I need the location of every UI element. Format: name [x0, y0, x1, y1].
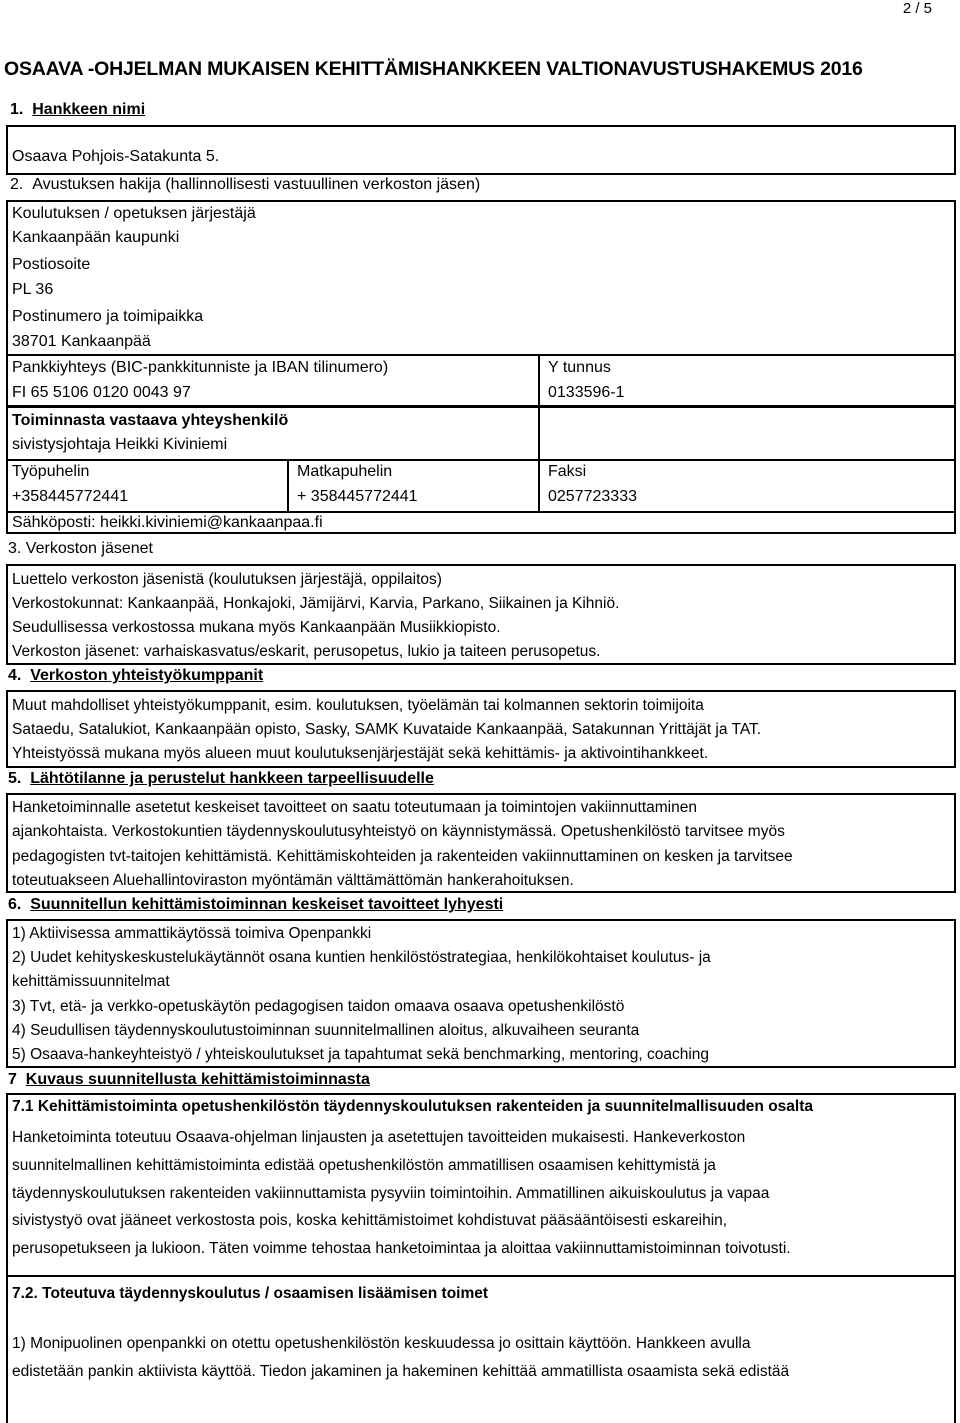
section-5-number: 5.: [8, 770, 22, 787]
section-6-number: 6.: [8, 896, 22, 913]
section-4-title: Verkoston yhteistyökumppanit: [30, 667, 264, 684]
text-line: suunnitelmallinen kehittämistoiminta edistää opetushenkilöstön ammatillisen osaamisen kehittymistä ja: [12, 1156, 716, 1174]
section-5-title: Lähtötilanne ja perustelut hankkeen tarpeellisuudelle: [30, 770, 434, 787]
organizer-value: Kankaanpään kaupunki: [12, 229, 180, 246]
email-line: Sähköposti: heikki.kiviniemi@kankaanpaa.fi: [12, 514, 323, 531]
postal-value: 38701 Kankaanpää: [12, 333, 151, 350]
bank-label: Pankkiyhteys (BIC-pankkitunniste ja IBAN tilinumero): [12, 359, 389, 376]
list-item: Verkostokunnat: Kankaanpää, Honkajoki, Jämijärvi, Karvia, Parkano, Siikainen ja Kihniö.: [12, 595, 620, 612]
list-item: 5) Osaava-hankeyhteistyö / yhteiskoulutukset ja tapahtumat sekä benchmarking, mentoring, coaching: [12, 1046, 710, 1064]
contact-label: Toiminnasta vastaava yhteyshenkilö: [12, 412, 289, 429]
list-item: Verkoston jäsenet: varhaiskasvatus/eskarit, perusopetus, lukio ja taiteen perusopetus.: [12, 643, 601, 660]
list-item: 1) Aktiivisessa ammattikäytössä toimiva Openpankki: [12, 925, 372, 942]
section-3-title: Verkoston jäsenet: [25, 540, 153, 557]
section-7-heading: [8, 1071, 370, 1089]
section-2-title: Avustuksen hakija (hallinnollisesti vastuullinen verkoston jäsen): [32, 176, 481, 193]
divider: [6, 354, 956, 356]
ytunnus-label: Y tunnus: [548, 359, 611, 376]
divider: [6, 405, 956, 408]
divider: [6, 511, 956, 513]
section-6-title: Suunnitellun kehittämistoiminnan keskeiset tavoitteet lyhyesti: [30, 896, 504, 913]
section-7-number: 7: [8, 1071, 17, 1088]
text-line: ajankohtaista. Verkostokuntien täydennyskoulutusyhteistyö on käynnistymässä. Opetushenkilöstö tarvitsee myös: [12, 823, 785, 841]
list-item: Sataedu, Satalukiot, Kankaanpään opisto, Sasky, SAMK Kuvataide Kankaanpää, Satakunnan Yrittäjät ja TAT.: [12, 721, 762, 738]
document-title: OSAAVA -OHJELMAN MUKAISEN KEHITTÄMISHANKKEEN VALTIONAVUSTUSHAKEMUS 2016: [4, 58, 863, 80]
text-line: edistetään pankin aktiivista käyttöä. Tiedon jakaminen ja hakeminen kehittää ammatillista osaamista sekä edistää: [12, 1363, 790, 1380]
divider: [6, 1275, 956, 1277]
workphone-label: Työpuhelin: [12, 463, 90, 480]
divider: [538, 354, 540, 405]
section-4-heading: [8, 667, 263, 685]
section-3-number: 3.: [8, 540, 22, 557]
text-line: Hanketoiminta toteutuu Osaava-ohjelman linjausten ja asetettujen tavoitteiden mukaisesti. Hankeverkoston: [12, 1129, 746, 1146]
text-line: pedagogisten tvt-taitojen kehittämistä. Kehittämiskohteiden ja rakenteiden vakiinnuttaminen on kesken ja tarvitsee: [12, 847, 793, 865]
divider: [287, 459, 289, 511]
goals-list: [12, 922, 711, 1067]
members-list: [12, 568, 619, 664]
list-item: kehittämissuunnitelmat: [12, 973, 170, 991]
background-text: [12, 796, 793, 893]
bank-value: FI 65 5106 0120 0043 97: [12, 384, 191, 401]
organizer-label: Koulutuksen / opetuksen järjestäjä: [12, 205, 256, 222]
contact-value: sivistysjohtaja Heikki Kiviniemi: [12, 436, 228, 453]
list-item: 3) Tvt, etä- ja verkko-opetuskäytön pedagogisen taidon omaava osaava opetushenkilöstö: [12, 997, 625, 1015]
text-line: sivistystyö ovat jääneet verkostosta pois, koska kehittämistoimet kohdistuvat pääsääntöisesti eskareihin,: [12, 1212, 728, 1230]
subsection-7-2-text: [12, 1330, 789, 1386]
section-6-heading: [8, 896, 503, 914]
section-5-heading: [8, 770, 434, 788]
project-name-value: Osaava Pohjois-Satakunta 5.: [12, 148, 220, 165]
text-line: Hanketoiminnalle asetetut keskeiset tavoitteet on saatu toteutumaan ja toimintojen vakiinnuttaminen: [12, 799, 697, 816]
section-3-heading: [8, 540, 153, 558]
list-item: Luettelo verkoston jäsenistä (koulutuksen järjestäjä, oppilaitos): [12, 571, 442, 588]
page-number: 2 / 5: [902, 0, 932, 17]
text-line: perusopetukseen ja lukioon. Täten voimme tehostaa hanketoimintaa ja aloittaa vakiinnuttamistoiminnan toivotusti.: [12, 1240, 791, 1258]
address-value: PL 36: [12, 281, 54, 298]
postal-label: Postinumero ja toimipaikka: [12, 308, 204, 325]
list-item: 2) Uudet kehityskeskustelukäytännöt osana kuntien henkilöstöstrategiaa, henkilökohtaiset koulutus- ja: [12, 949, 711, 967]
section-1-title: Hankkeen nimi: [32, 101, 146, 118]
address-label: Postiosoite: [12, 256, 91, 273]
mobile-label: Matkapuhelin: [297, 463, 393, 480]
section-1-heading: [10, 101, 145, 119]
section-4-number: 4.: [8, 667, 22, 684]
fax-value: 0257723333: [548, 488, 637, 505]
subsection-7-1-title: 7.1 Kehittämistoiminta opetushenkilöstön täydennyskoulutuksen rakenteiden ja suunnitelmallisuuden osalta: [12, 1098, 813, 1115]
fax-label: Faksi: [548, 463, 587, 480]
text-line: toteutuakseen Aluehallintoviraston myöntämän välttämättömän hankerahoituksen.: [12, 871, 574, 889]
list-item: Yhteistyössä mukana myös alueen muut koulutuksenjärjestäjät sekä kehittämis- ja aktivointihankkeet.: [12, 745, 709, 762]
list-item: Muut mahdolliset yhteistyökumppanit, esim. koulutuksen, työelämän tai kolmannen sektorin toimijoita: [12, 697, 704, 714]
divider: [6, 459, 956, 461]
list-item: 4) Seudullisen täydennyskoulutustoiminnan suunnitelmallinen aloitus, alkuvaiheen seuranta: [12, 1021, 640, 1039]
partners-list: [12, 694, 761, 766]
text-line: 1) Monipuolinen openpankki on otettu opetushenkilöstön keskuudessa jo osittain käyttöön. Hankkeen avulla: [12, 1335, 751, 1352]
subsection-7-2-title: 7.2. Toteutuva täydennyskoulutus / osaamisen lisäämisen toimet: [12, 1285, 489, 1302]
section-7-title: Kuvaus suunnitellusta kehittämistoiminnasta: [25, 1071, 370, 1088]
divider: [538, 405, 540, 511]
section-2-number: 2.: [10, 176, 24, 193]
list-item: Seudullisessa verkostossa mukana myös Kankaanpään Musiikkiopisto.: [12, 619, 501, 636]
workphone-value: +358445772441: [12, 488, 129, 505]
section-2-heading: [10, 176, 480, 194]
subsection-7-1-text: [12, 1124, 791, 1263]
section-1-number: 1.: [10, 101, 24, 118]
mobile-value: + 358445772441: [297, 488, 418, 505]
text-line: täydennyskoulutuksen rakenteiden vakiinnuttamista pysyviin toimintoihin. Ammatillinen aikuiskoulutus ja vapaa: [12, 1184, 770, 1202]
ytunnus-value: 0133596-1: [548, 384, 625, 401]
